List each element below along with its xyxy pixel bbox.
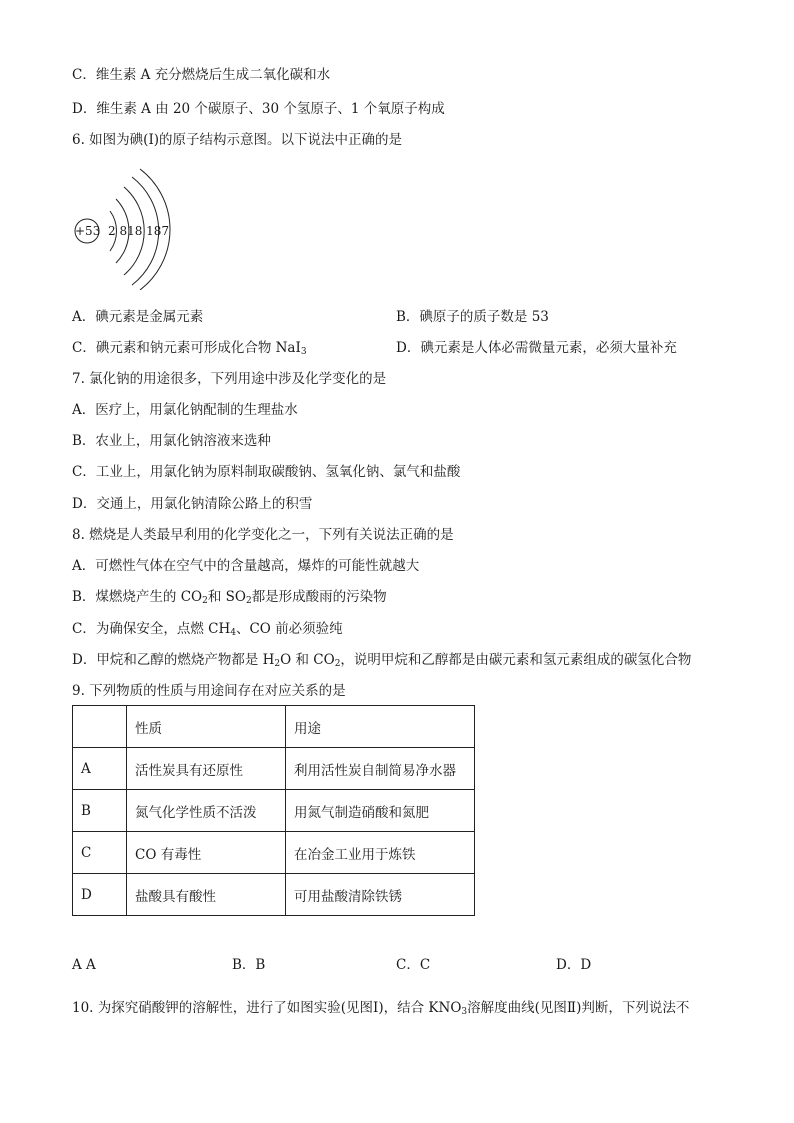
q7-option-b: B．农业上，用氯化钠溶液来选种 [72,433,271,449]
table-cell: 利用活性炭自制简易净水器 [286,748,475,790]
q5-option-d: D．维生素 A 由 20 个碳原子、30 个氢原子、1 个氧原子构成 [72,101,445,117]
table-row [73,874,475,916]
q7-stem: 7. 氯化钠的用途很多，下列用途中涉及化学变化的是 [72,371,387,387]
q9-answer-c: C．C [396,957,431,973]
table-cell: C [73,832,127,874]
table-cell: 用氮气制造硝酸和氮肥 [286,790,475,832]
table-cell: 可用盐酸清除铁锈 [286,874,475,916]
q8-option-c: C．为确保安全，点燃 $CH_4$、CO 前必须验纯 [72,621,343,638]
q7-option-d: D．交通上，用氯化钠清除公路上的积雪 [72,496,313,512]
table-cell: A [73,748,127,790]
q6-option-d: D．碘元素是人体必需微量元素，必须大量补充 [396,340,677,356]
table-row [73,748,475,790]
q10-stem: 10. 为探究硝酸钾的溶解性，进行了如图实验(见图Ⅰ)，结合 $KNO_3$溶解度曲线(见图Ⅱ)判断，下列说法不 [72,1000,690,1017]
table-cell: 活性炭具有还原性 [127,748,286,790]
q6-option-c: C．碘元素和钠元素可形成化合物 NaI$_3$ [72,340,307,357]
electron-shells: 2 818 187 [108,224,170,238]
table-header-row [73,706,475,748]
table-row [73,790,475,832]
table-cell: 氮气化学性质不活泼 [127,790,286,832]
q8-option-b: B．煤燃烧产生的 $CO_2$和 $SO_2$都是形成酸雨的污染物 [72,589,387,606]
table-cell: 盐酸具有酸性 [127,874,286,916]
q7-option-a: A．医疗上，用氯化钠配制的生理盐水 [72,402,298,418]
table-header-use: 用途 [286,706,475,748]
q9-answer-a: A A [72,957,96,973]
q8-option-d: D．甲烷和乙醇的燃烧产物都是 $H_2O$ 和 $CO_2$，说明甲烷和乙醇都是由碳元素和氢元素组成的碳氢化合物 [72,652,692,669]
iodine-atom-diagram [72,165,182,290]
q6-option-a: A．碘元素是金属元素 [72,309,204,325]
table-cell: D [73,874,127,916]
table-cell: 在冶金工业用于炼铁 [286,832,475,874]
table-cell [73,706,127,748]
table-row [73,832,475,874]
q5-option-c: C．维生素 A 充分燃烧后生成二氧化碳和水 [72,67,331,83]
q6-stem: 6. 如图为碘(I)的原子结构示意图。以下说法中正确的是 [72,132,403,148]
q6-option-b: B．碘原子的质子数是 53 [396,309,549,325]
q8-stem: 8. 燃烧是人类最早利用的化学变化之一，下列有关说法正确的是 [72,527,454,543]
q9-answer-d: D．D [556,957,592,973]
table-cell: B [73,790,127,832]
table-cell: CO 有毒性 [127,832,286,874]
table-header-property: 性质 [127,706,286,748]
q8-option-a: A．可燃性气体在空气中的含量越高，爆炸的可能性就越大 [72,558,420,574]
properties-uses-table [72,705,475,916]
nucleus-charge: +53 [75,224,101,238]
q9-stem: 9. 下列物质的性质与用途间存在对应关系的是 [72,683,346,699]
q9-answer-b: B．B [232,957,266,973]
q7-option-c: C．工业上，用氯化钠为原料制取碳酸钠、氢氧化钠、氯气和盐酸 [72,464,461,480]
